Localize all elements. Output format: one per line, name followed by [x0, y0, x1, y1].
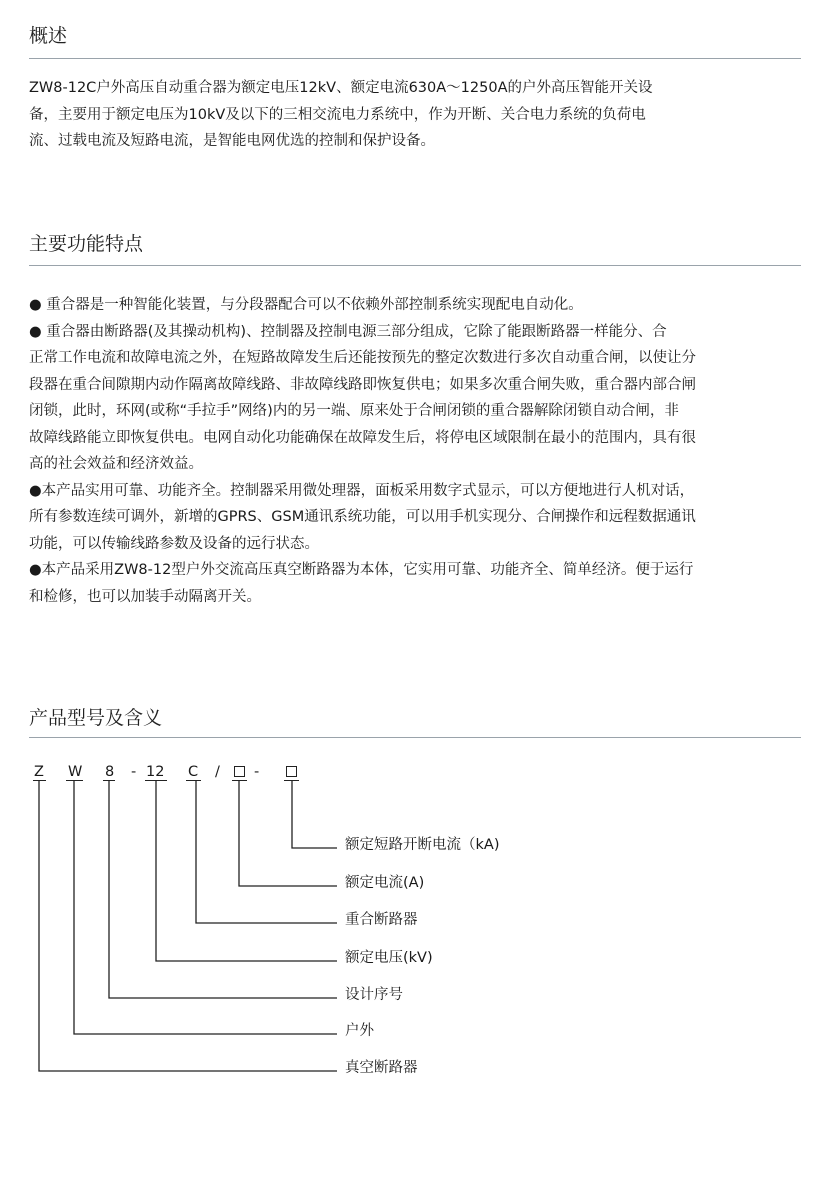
model-code-z: Z — [34, 764, 44, 780]
features-line: ●本产品采用ZW8-12型户外交流高压真空断路器为本体，它实用可靠、功能齐全、简单经济。便于运行 — [29, 562, 694, 578]
model-heading: 产品型号及含义 — [29, 707, 163, 729]
model-code-c: C — [188, 764, 199, 780]
connector-rated-current — [239, 780, 337, 886]
features-line: ●本产品实用可靠、功能齐全。控制器采用微处理器，面板采用数字式显示，可以方便地进行人机对话， — [29, 482, 695, 499]
meaning-rated-current: 额定电流(A) — [345, 875, 425, 891]
features-line: 正常工作电流和故障电流之外，在短路故障发生后还能按预先的整定次数进行多次自动重合闸，以使让分 — [29, 350, 696, 366]
meaning-outdoor: 户外 — [345, 1023, 374, 1039]
model-code-12: 12 — [146, 764, 165, 780]
meaning-rated-voltage: 额定电压(kV) — [345, 950, 433, 966]
features-heading: 主要功能特点 — [29, 233, 144, 255]
features-line: 和检修，也可以加装手动隔离开关。 — [29, 588, 261, 605]
overview-line: 备，主要用于额定电压为10kV及以下的三相交流电力系统中，作为开断、关合电力系统的负荷电 — [29, 106, 646, 123]
connector-rated-voltage — [156, 780, 337, 961]
model-code-dash: - — [254, 764, 260, 780]
features-line: ● 重合器由断路器(及其操动机构)、控制器及控制电源三部分组成，它除了能跟断路器一样能分、合 — [29, 323, 667, 340]
features-line: 所有参数连续可调外，新增的GPRS、GSM通讯系统功能，可以用手机实现分、合闸操作和远程数据通讯 — [29, 509, 696, 525]
meaning-design-number: 设计序号 — [345, 987, 403, 1003]
overview-line: ZW8-12C户外高压自动重合器为额定电压12kV、额定电流630A～1250A的户外高压智能开关设 — [29, 80, 653, 96]
overview-heading: 概述 — [29, 25, 68, 47]
connector-outdoor — [74, 780, 337, 1034]
model-code-8: 8 — [105, 764, 115, 780]
connector-breaking-current — [292, 780, 337, 848]
features-line: 功能，可以传输线路参数及设备的远行状态。 — [29, 535, 319, 552]
meaning-recloser: 重合断路器 — [345, 912, 418, 928]
model-code-w: W — [68, 764, 83, 780]
meaning-vacuum: 真空断路器 — [345, 1060, 418, 1076]
features-line: 故障线路能立即恢复供电。电网自动化功能确保在故障发生后，将停电区域限制在最小的范围内，具有很 — [29, 429, 696, 446]
features-line: ● 重合器是一种智能化装置，与分段器配合可以不依赖外部控制系统实现配电自动化。 — [29, 297, 583, 313]
features-line: 段器在重合间隙期内动作隔离故障线路、非故障线路即恢复供电；如果多次重合闸失败，重合器内部合闸 — [29, 376, 696, 393]
overview-line: 流、过载电流及短路电流，是智能电网优选的控制和保护设备。 — [29, 133, 435, 149]
features-line: 高的社会效益和经济效益。 — [29, 456, 203, 472]
connector-design-number — [109, 780, 337, 998]
features-line: 闭锁，此时，环网(或称“手拉手”网络)内的另一端、原来处于合闸闭锁的重合器解除闭锁自动合闸，非 — [29, 403, 679, 419]
model-code-slash: / — [215, 764, 220, 780]
model-code-dash: - — [131, 764, 137, 780]
connector-recloser — [196, 780, 337, 923]
meaning-breaking-current: 额定短路开断电流（kA) — [345, 837, 500, 853]
